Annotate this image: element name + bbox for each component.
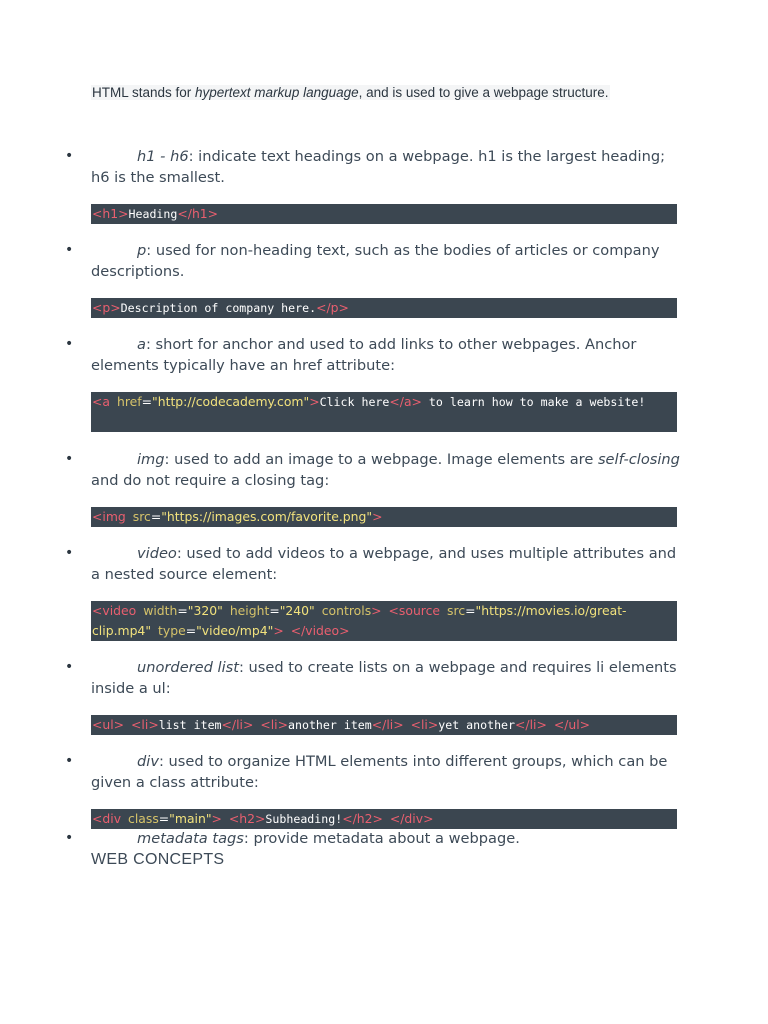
code-text: Click here [319, 395, 390, 409]
code-attr-name: type [158, 623, 186, 638]
code-equals: = [158, 811, 170, 826]
code-text: another item [288, 718, 372, 732]
section-title: WEB CONCEPTS [91, 851, 225, 868]
code-attr-name: controls [321, 603, 372, 618]
code-attr-name: height [229, 603, 270, 618]
description: : short for anchor and used to add links to other webpages. Anchor elements typically have an href attribute: [91, 336, 637, 374]
code-tag: <img [92, 509, 126, 524]
term: div [137, 753, 159, 770]
code-attr-name: width [143, 603, 178, 618]
code-tag: </ul> [553, 717, 591, 732]
code-block-headings [91, 204, 677, 224]
bullet-icon: • [65, 451, 74, 467]
bullet-icon: • [65, 242, 74, 258]
code-equals: = [141, 394, 153, 409]
code-tag: </h2> [342, 811, 383, 826]
code-block-anchor [91, 392, 677, 432]
code-attr-value: "https://images.com/favorite.png" [161, 509, 373, 524]
bullet-icon: • [65, 336, 74, 352]
code-attr-name: src [132, 509, 151, 524]
term: h1 - h6 [137, 148, 189, 165]
intro-emphasis: hypertext markup language [195, 85, 359, 100]
code-attr-value: "240" [279, 603, 315, 618]
code-equals: = [177, 603, 188, 618]
description: : indicate text headings on a webpage. h1 is the largest heading; h6 is the smallest. [91, 148, 666, 186]
list-item-metadata [65, 828, 681, 849]
code-tag: </p> [316, 300, 349, 315]
term: a [137, 336, 146, 353]
code-block-paragraph [91, 298, 677, 318]
code-tag: <source [388, 603, 441, 618]
code-tag: <li> [260, 717, 288, 732]
code-attr-name: href [116, 394, 142, 409]
code-tag: </video> [290, 623, 350, 638]
list-item-image [65, 449, 681, 491]
term: video [137, 545, 177, 562]
code-text: Description of company here. [120, 301, 317, 315]
code-tag: </h1> [177, 206, 219, 221]
code-text: Heading [128, 207, 178, 221]
code-tag: > [371, 603, 382, 618]
description: : used to create lists on a webpage and requires li elements inside a ul: [91, 659, 677, 697]
code-tag: <ul> [92, 717, 125, 732]
description: : used to add videos to a webpage, and uses multiple attributes and a nested source element: [91, 545, 677, 583]
code-equals: = [185, 623, 197, 638]
code-tag: <li> [410, 717, 439, 732]
description-emphasis: self-closing [597, 451, 680, 468]
code-text: yet another [438, 718, 516, 732]
intro-text-start: HTML stands for [92, 85, 196, 100]
code-tag: <p> [92, 300, 121, 315]
bullet-icon: • [65, 830, 74, 846]
description: : used to add an image to a webpage. Image elements are [164, 451, 598, 468]
code-tag: <div [92, 811, 122, 826]
code-tag: > [273, 623, 284, 638]
code-tag: </div> [389, 811, 434, 826]
list-item-headings [65, 146, 681, 188]
code-text: Subheading! [265, 812, 343, 826]
description: : provide metadata about a webpage. [243, 830, 520, 847]
term: img [137, 451, 165, 468]
code-tag: </li> [515, 717, 547, 732]
code-tag: <a [92, 394, 110, 409]
bullet-icon: • [65, 148, 74, 164]
code-text: to learn how to make a website! [421, 395, 646, 409]
term: unordered list [137, 659, 239, 676]
intro-text-end: , and is used to give a webpage structure. [358, 85, 609, 100]
list-item-anchor [65, 334, 681, 376]
intro-line [91, 85, 610, 100]
term: metadata tags [137, 830, 244, 847]
code-attr-value: "main" [169, 811, 212, 826]
code-equals: = [465, 603, 476, 618]
code-attr-value: "320" [187, 603, 223, 618]
description: and do not require a closing tag: [91, 472, 330, 489]
code-block-unordered-list [91, 715, 677, 735]
code-tag: <h2> [228, 811, 266, 826]
code-tag: </a> [389, 394, 422, 409]
description: : used to organize HTML elements into different groups, which can be given a class attribute: [91, 753, 668, 791]
code-tag: <video [92, 603, 137, 618]
code-text: list item [158, 718, 222, 732]
code-attr-name: class [128, 811, 159, 826]
code-block-div [91, 809, 677, 829]
list-item-video [65, 543, 681, 585]
list-item-unordered-list [65, 657, 681, 699]
code-tag: </li> [221, 717, 254, 732]
term: p [137, 242, 147, 259]
list-item-div [65, 751, 681, 793]
code-tag: </li> [371, 717, 404, 732]
code-attr-name: src [447, 603, 466, 618]
code-block-image [91, 507, 677, 527]
code-equals: = [150, 509, 162, 524]
code-tag: <li> [131, 717, 159, 732]
code-attr-value: "http://codecademy.com" [152, 394, 310, 409]
code-tag: > [309, 394, 320, 409]
bullet-icon: • [65, 545, 74, 561]
bullet-icon: • [65, 659, 74, 675]
bullet-icon: • [65, 753, 74, 769]
code-tag: > [372, 509, 383, 524]
code-tag: > [211, 811, 222, 826]
list-item-paragraph [65, 240, 681, 282]
code-attr-value: "https://movies.io/great-clip.mp4" [92, 603, 627, 638]
code-tag: <h1> [92, 206, 129, 221]
description: : used for non-heading text, such as the bodies of articles or company descriptions. [91, 242, 660, 280]
code-equals: = [269, 603, 280, 618]
code-attr-value: "video/mp4" [196, 623, 274, 638]
code-block-video [91, 601, 677, 641]
